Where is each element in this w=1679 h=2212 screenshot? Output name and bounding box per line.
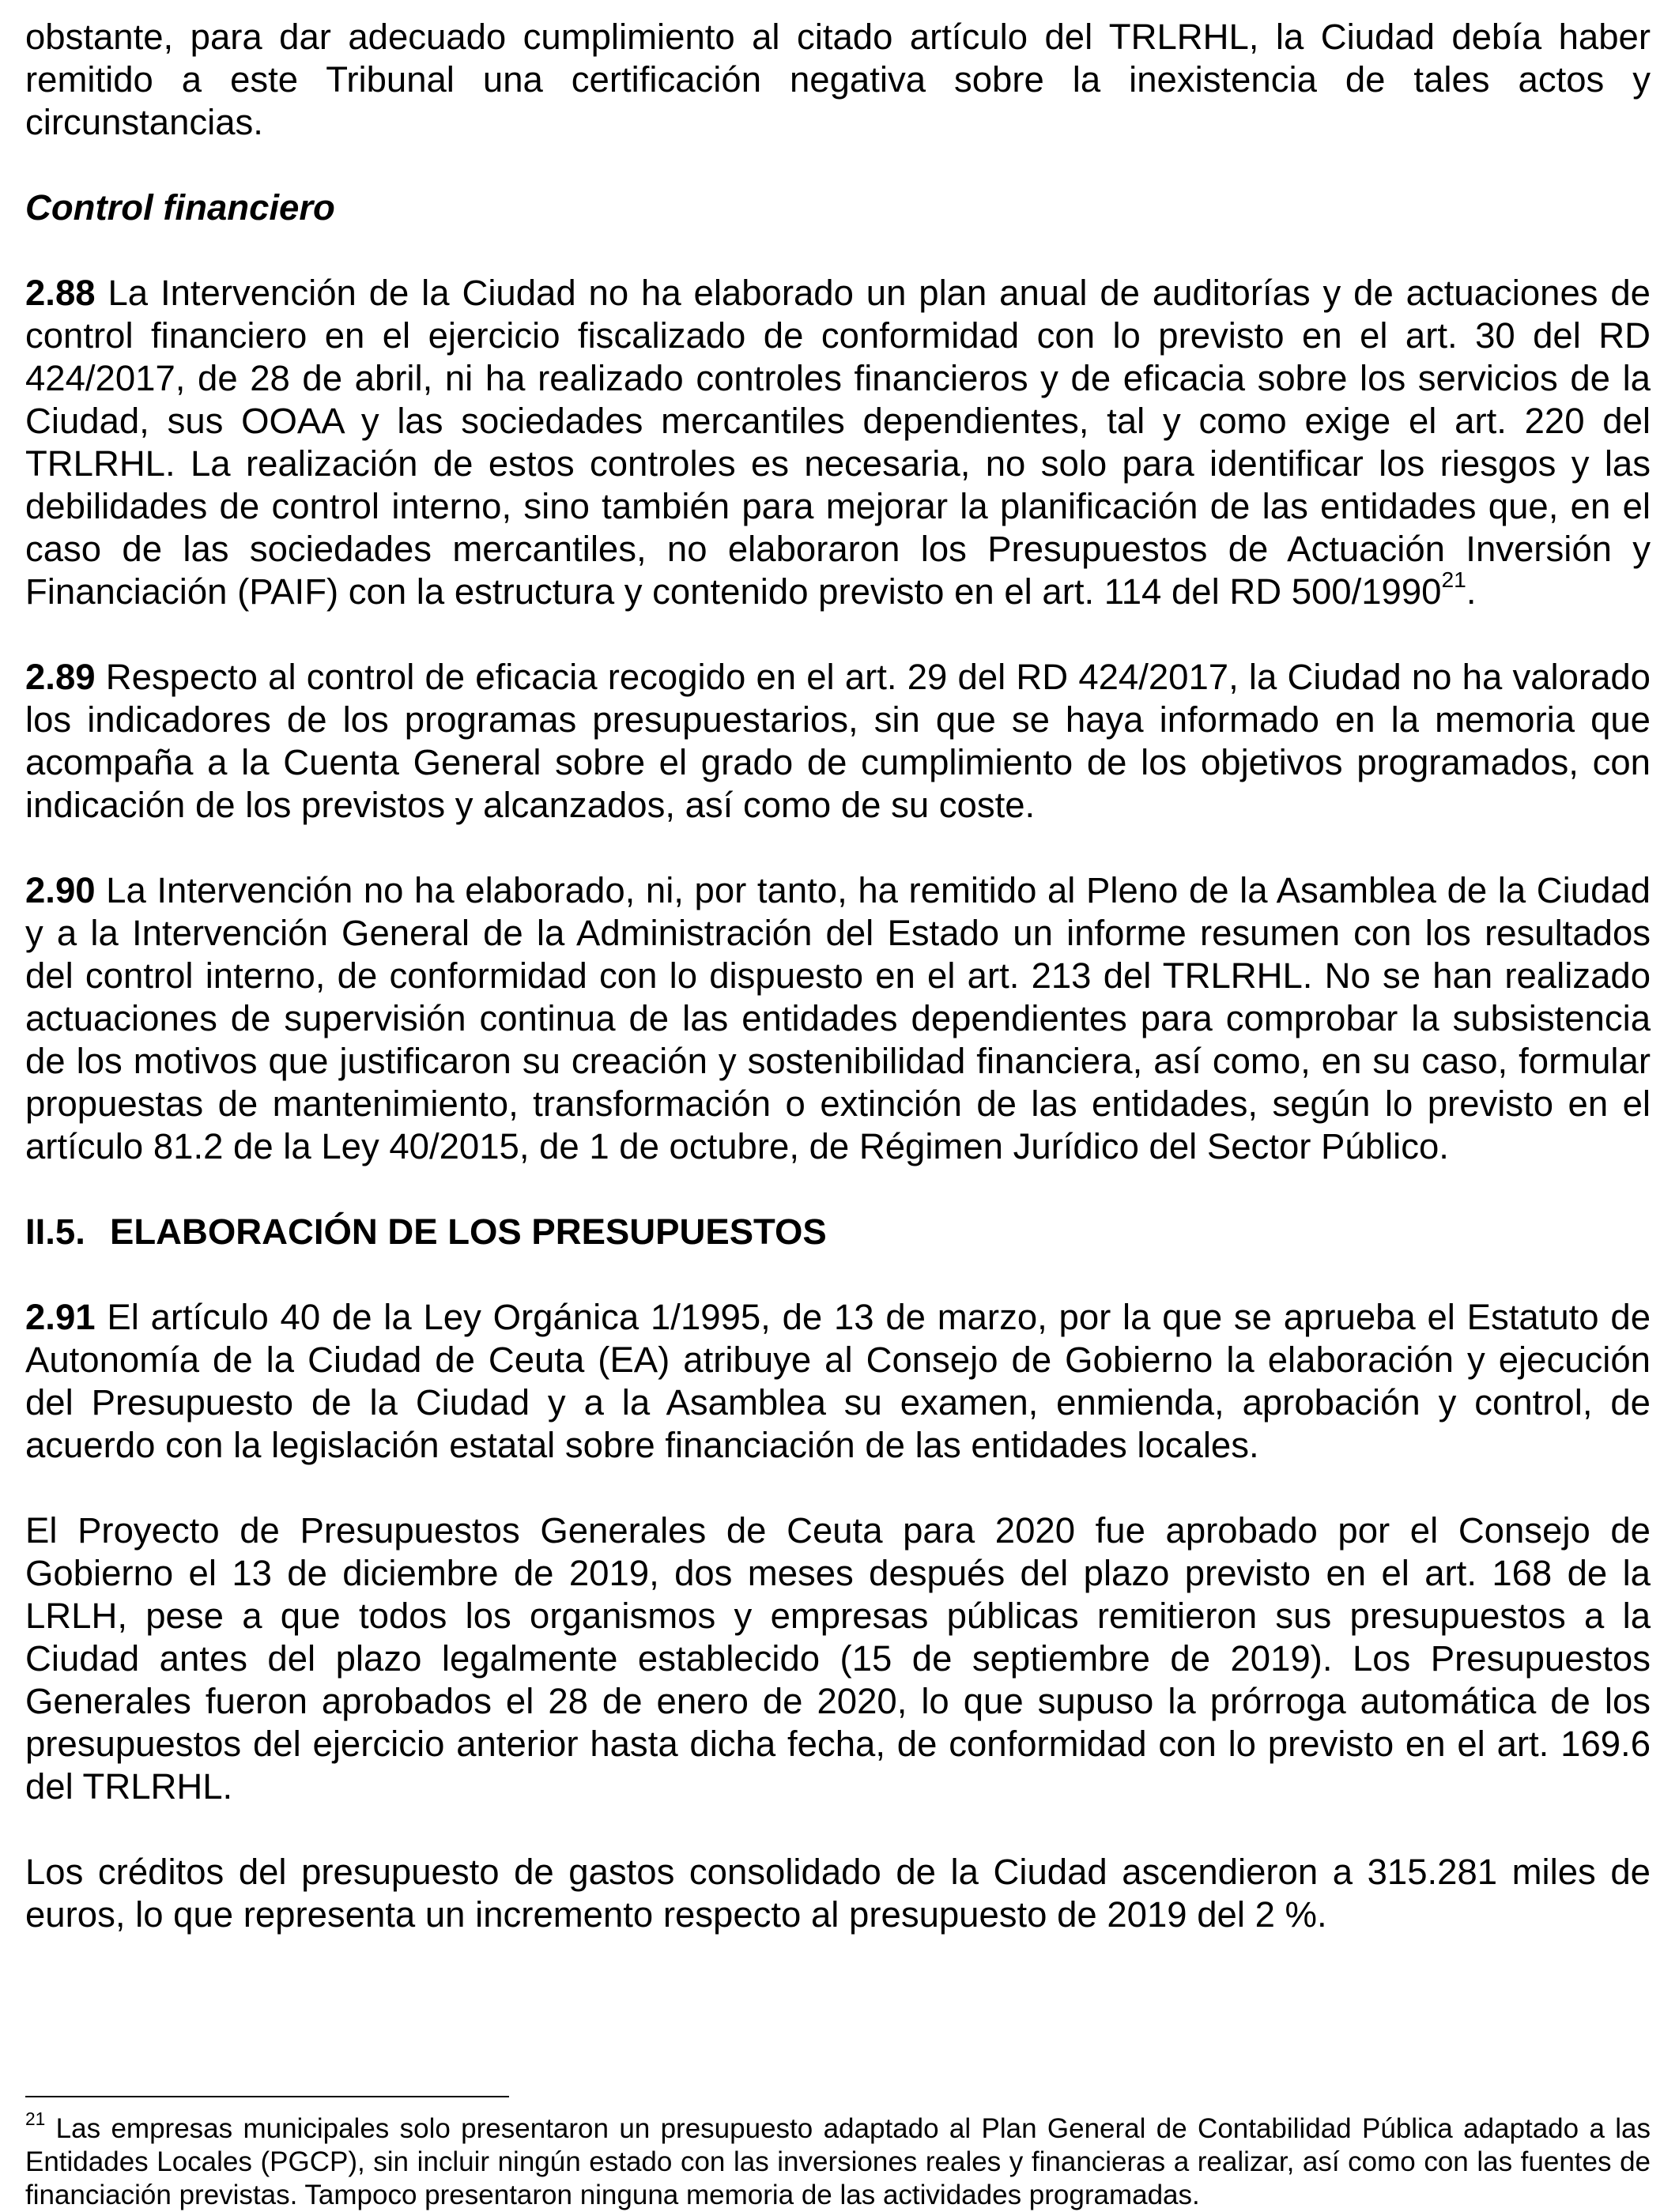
section-number: II.5. xyxy=(25,1212,85,1252)
intro-paragraph: obstante, para dar adecuado cumplimiento al citado artículo del TRLRHL, la Ciudad debía haber remitido a este Tribunal una certificación negativa sobre la inexistencia de tales actos y circunstancias. xyxy=(25,17,1651,142)
paragraph-2-88: 2.88 La Intervención de la Ciudad no ha elaborado un plan anual de auditorías y de actuaciones de control financiero en el ejercicio fiscalizado de conformidad con lo previsto en el art. 30 del RD 424/2017, de 28 de abril, ni ha realizado controles financieros y de eficacia sobre los servicios de la Ciudad, sus OOAA y las sociedades mercantiles dependientes, tal y como exige el art. 220 del TRLRHL. La realización de estos controles es necesaria, no solo para identificar los riesgos y las debilidades de control interno, sino también para mejorar la planificación de las entidades que, en el caso de las sociedades mercantiles, no elaboraron los Presupuestos de Actuación Inversión y Financiación (PAIF) con la estructura y contenido previsto en el art. 114 del RD 500/1990$^{21}$. xyxy=(25,273,1651,612)
footnote-separator xyxy=(25,2096,509,2097)
paragraph-text: La Intervención no ha elaborado, ni, por tanto, ha remitido al Pleno de la Asamblea de la Ciudad y a la Intervención General de la Administración del Estado un informe resumen con los resultados del control interno, de conformidad con lo dispuesto en el art. 213 del TRLRHL. No se han realizado actuaciones de supervisión continua de las entidades dependientes para comprobar la subsistencia de los motivos que justificaron su creación y sostenibilidad financiera, así como, en su caso, formular propuestas de mantenimiento, transformación o extinción de las entidades, según lo previsto en el artículo 81.2 de la Ley 40/2015, de 1 de octubre, de Régimen Jurídico del Sector Público. xyxy=(25,870,1651,1166)
paragraph-2-91 xyxy=(25,1296,1651,1467)
body-paragraph-creditos: Los créditos del presupuesto de gastos consolidado de la Ciudad ascendieron a 315.281 miles de euros, lo que representa un incremento respecto al presupuesto de 2019 del 2 %. xyxy=(25,1852,1651,1935)
footnote-reference[interactable]: 21 xyxy=(1441,566,1466,592)
body-paragraph-proyecto: El Proyecto de Presupuestos Generales de Ceuta para 2020 fue aprobado por el Consejo de Gobierno el 13 de diciembre de 2019, dos meses después del plazo previsto en el art. 168 de la LRLH, pese a que todos los organismos y empresas públicas remitieron sus presupuestos a la Ciudad antes del plazo legalmente establecido (15 de septiembre de 2019). Los Presupuestos Generales fueron aprobados el 28 de enero de 2020, lo que supuso la prórroga automática de los presupuestos del ejercicio anterior hasta dicha fecha, de conformidad con lo previsto en el art. 169.6 del TRLRHL. xyxy=(25,1510,1651,1807)
footnote-text: Las empresas municipales solo presentaron un presupuesto adaptado al Plan General de Contabilidad Pública adaptado a las Entidades Locales (PGCP), sin incluir ningún estado con las inversiones reales y financieras a realizar, así como con las fuentes de financiación previstas. Tampoco presentaron ninguna memoria de las actividades programadas. xyxy=(25,2113,1651,2210)
section-heading xyxy=(25,1211,1651,1253)
footnote-number: 21 xyxy=(25,2108,46,2130)
footnote-21 xyxy=(25,2108,1651,2212)
paragraph-text: Respecto al control de eficacia recogido en el art. 29 del RD 424/2017, la Ciudad no ha valorado los indicadores de los programas presupuestarios, sin que se haya informado en la memoria que acompaña a la Cuenta General sobre el grado de cumplimiento de los objetivos programados, con indicación de los previstos y alcanzados, así como de su coste. xyxy=(25,657,1651,825)
paragraph-number: 2.90 xyxy=(25,870,96,910)
paragraph-2-89 xyxy=(25,656,1651,827)
paragraph-text: La Intervención de la Ciudad no ha elaborado un plan anual de auditorías y de actuaciones de control financiero en el ejercicio fiscalizado de conformidad con lo previsto en el art. 30 del RD 424/2017, de 28 de abril, ni ha realizado controles financieros y de eficacia sobre los servicios de la Ciudad, sus OOAA y las sociedades mercantiles dependientes, tal y como exige el art. 220 del TRLRHL. La realización de estos controles es necesaria, no solo para identificar los riesgos y las debilidades de control interno, sino también para mejorar la planificación de las entidades que, en el caso de las sociedades mercantiles, no elaboraron los Presupuestos de Actuación Inversión y Financiación (PAIF) con la estructura y contenido previsto en el art. 114 del RD 500/1990 xyxy=(25,273,1651,612)
paragraph-number: 2.89 xyxy=(25,657,96,697)
paragraph-number: 2.88 xyxy=(25,273,96,313)
paragraph-number: 2.91 xyxy=(25,1297,96,1337)
document-page xyxy=(25,16,1651,1979)
section-title: ELABORACIÓN DE LOS PRESUPUESTOS xyxy=(110,1212,827,1252)
paragraph-2-90 xyxy=(25,869,1651,1168)
paragraph-text: El artículo 40 de la Ley Orgánica 1/1995, de 13 de marzo, por la que se aprueba el Estatuto de Autonomía de la Ciudad de Ceuta (EA) atribuye al Consejo de Gobierno la elaboración y ejecución del Presupuesto de la Ciudad y a la Asamblea su examen, enmienda, aprobación y control, de acuerdo con la legislación estatal sobre financiación de las entidades locales. xyxy=(25,1297,1651,1465)
subheading-control-financiero: Control financiero xyxy=(25,187,335,228)
